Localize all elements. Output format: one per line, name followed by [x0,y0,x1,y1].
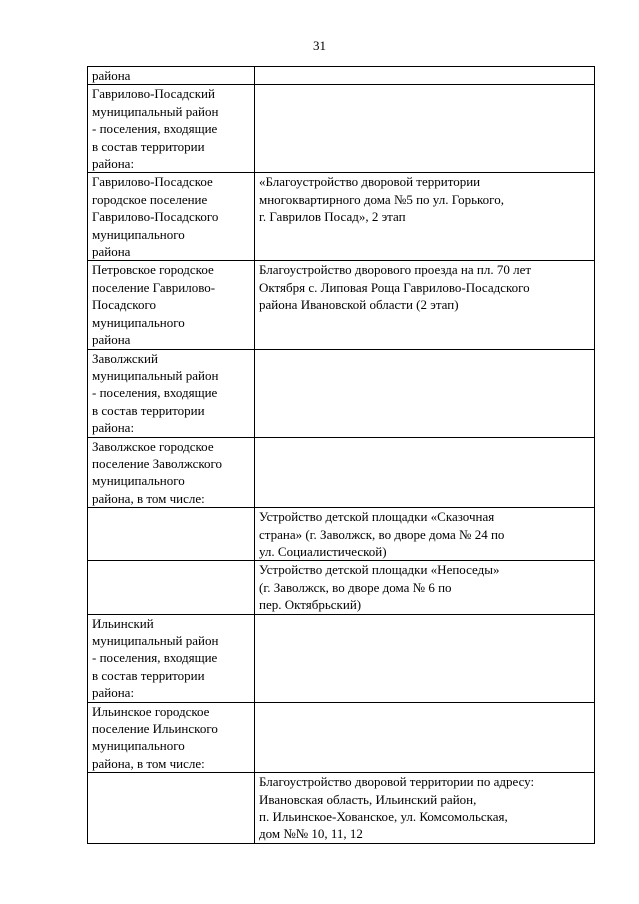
table-cell-municipality [88,773,255,844]
table-cell-project [255,85,595,173]
table-row [88,173,595,261]
table-row [88,437,595,508]
table-row [88,702,595,773]
table-row [88,67,595,85]
table-cell-municipality: Гаврилово-Посадское городское поселение Гаврилово-Посадского муниципального района [88,173,255,261]
table-row [88,261,595,349]
table-row [88,349,595,437]
table-row [88,614,595,702]
table-cell-municipality: Гаврилово-Посадский муниципальный район - поселения, входящие в состав территории района: [88,85,255,173]
table-cell-municipality: Ильинское городское поселение Ильинского муниципального района, в том числе: [88,702,255,773]
table-cell-project [255,437,595,508]
table-cell-project: Устройство детской площадки «Сказочная страна» (г. Заволжск, во дворе дома № 24 по ул. Социалистической) [255,508,595,561]
table-cell-project: Устройство детской площадки «Непоседы» (г. Заволжск, во дворе дома № 6 по пер. Октябрьский) [255,561,595,614]
table-cell-municipality: района [88,67,255,85]
table-cell-project [255,349,595,437]
table-cell-municipality [88,508,255,561]
page-number: 31 [313,38,326,53]
table-cell-project: Благоустройство дворового проезда на пл. 70 лет Октября с. Липовая Роща Гаврилово-Посадского района Ивановской области (2 этап) [255,261,595,349]
table-cell-project: Благоустройство дворовой территории по адресу: Ивановская область, Ильинский район, п. Ильинское-Хованское, ул. Комсомольская, дом №№ 10, 11, 12 [255,773,595,844]
table-cell-project: «Благоустройство дворовой территории многоквартирного дома №5 по ул. Горького, г. Гаврилов Посад», 2 этап [255,173,595,261]
table-row [88,773,595,844]
settlements-table [87,66,595,844]
table-cell-municipality: Заволжское городское поселение Заволжского муниципального района, в том числе: [88,437,255,508]
table-cell-municipality [88,561,255,614]
table-cell-municipality: Ильинский муниципальный район - поселения, входящие в состав территории района: [88,614,255,702]
table-cell-municipality: Петровское городское поселение Гаврилово- Посадского муниципального района [88,261,255,349]
table-cell-project [255,702,595,773]
table-cell-project [255,67,595,85]
table-row [88,561,595,614]
table-row [88,508,595,561]
table-row [88,85,595,173]
table-cell-municipality: Заволжский муниципальный район - поселения, входящие в состав территории района: [88,349,255,437]
table-cell-project [255,614,595,702]
